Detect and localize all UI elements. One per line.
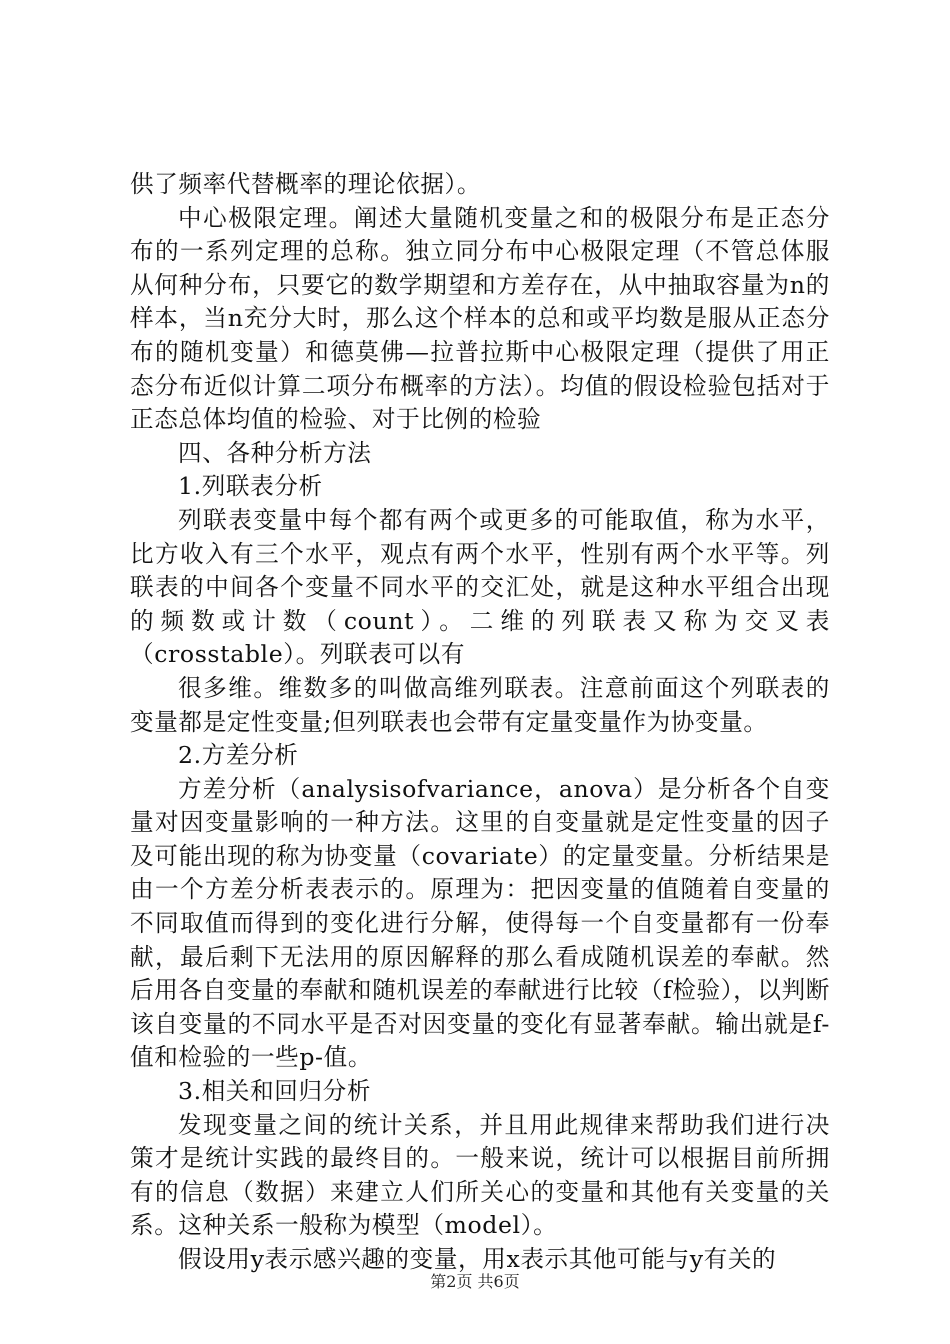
subheading-contingency-table: 1.列联表分析 — [178, 472, 323, 501]
paragraph-anova: 方差分析（analysisofvariance，anova）是分析各个自变量对因变量影响的一种方法。这里的自变量就是定性变量的因子及可能出现的称为协变量（covariate）的定量变量。分析结果是由一个方差分析表表示的。原理为：把因变量的值随着自变量的不同取值而得到的变化进行分解，使得每一个自变量都有一份奉献，最后剩下无法用的原因解释的那么看成随机误差的奉献。然后用各自变量的奉献和随机误差的奉献进行比较（f检验），以判断该自变量的不同水平是否对因变量的变化有显著奉献。输出就是f-值和检验的一些p-值。 — [130, 774, 830, 1072]
paragraph-variable-definition: 假设用y表示感兴趣的变量，用x表示其他可能与y有关的 — [178, 1245, 777, 1273]
document-body — [130, 168, 830, 1277]
page-footer: 第2页 共6页 — [430, 1272, 520, 1291]
paragraph-1: 供了频率代替概率的理论依据）。 — [130, 170, 482, 198]
paragraph-high-dimensional-table: 很多维。维数多的叫做高维列联表。注意前面这个列联表的变量都是定性变量;但列联表也会带有定量变量作为协变量。 — [130, 673, 830, 736]
section-heading-analysis-methods: 四、各种分析方法 — [178, 438, 372, 467]
subheading-correlation-regression: 3.相关和回归分析 — [178, 1077, 372, 1106]
paragraph-contingency-table: 列联表变量中每个都有两个或更多的可能取值，称为水平，比方收入有三个水平，观点有两个水平，性别有两个水平等。列联表的中间各个变量不同水平的交汇处，就是这种水平组合出现的频数或计数（count）。二维的列联表又称为交叉表（crosstable）。列联表可以有 — [130, 505, 830, 669]
paragraph-regression-purpose: 发现变量之间的统计关系，并且用此规律来帮助我们进行决策才是统计实践的最终目的。一般来说，统计可以根据目前所拥有的信息（数据）来建立人们所关心的变量和其他有关变量的关系。这种关系一般称为模型（model）。 — [130, 1110, 830, 1240]
subheading-anova: 2.方差分析 — [178, 741, 299, 770]
paragraph-central-limit-theorem: 中心极限定理。阐述大量随机变量之和的极限分布是正态分布的一系列定理的总称。独立同分布中心极限定理（不管总体服从何种分布，只要它的数学期望和方差存在，从中抽取容量为n的样本，当n充分大时，那么这个样本的总和或平均数是服从正态分布的随机变量）和德莫佛—拉普拉斯中心极限定理（提供了用正态分布近似计算二项分布概率的方法）。均值的假设检验包括对于正态总体均值的检验、对于比例的检验 — [130, 203, 830, 434]
